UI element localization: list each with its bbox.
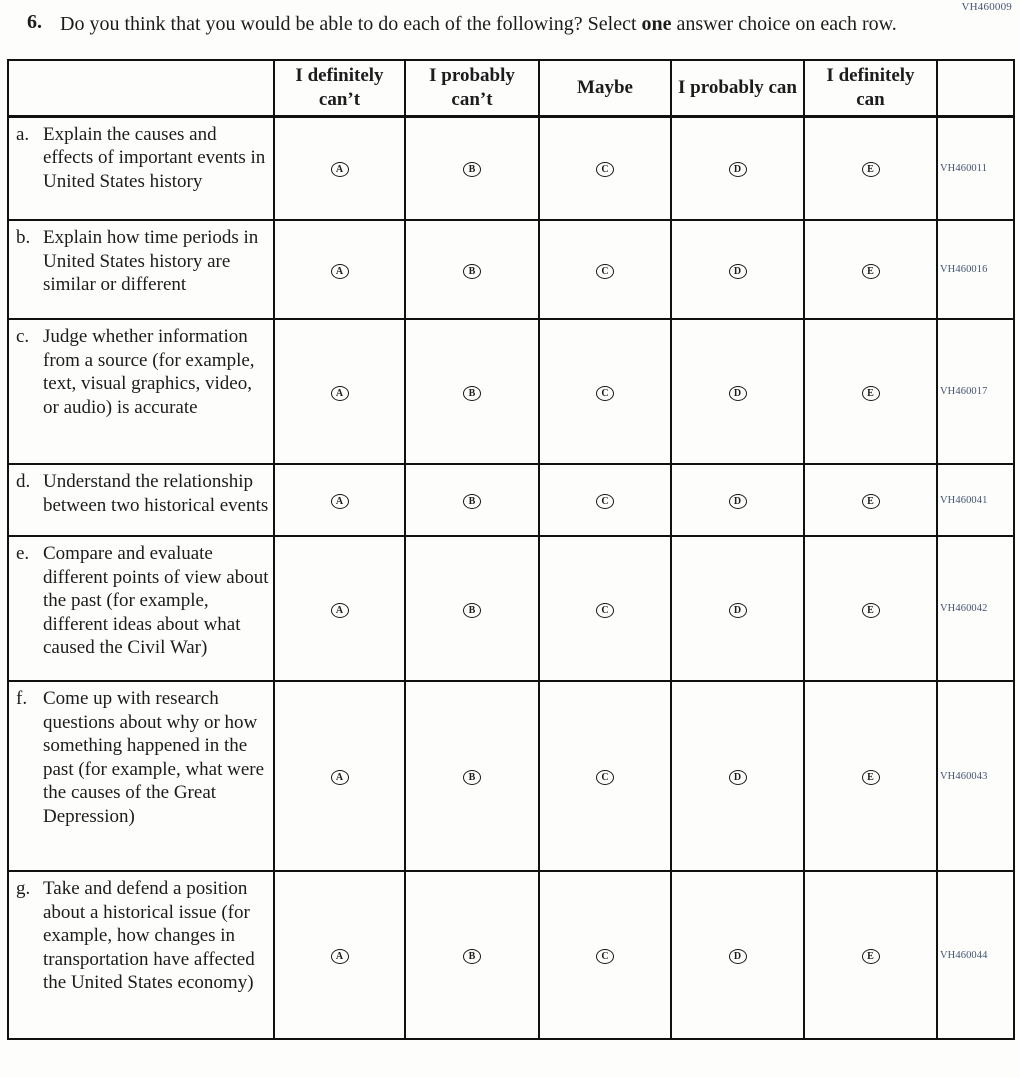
answer-bubble-d[interactable]: D	[729, 770, 747, 785]
option-cell-e	[804, 116, 937, 220]
option-cell-a	[274, 319, 405, 464]
answer-bubble-c[interactable]: C	[596, 494, 614, 509]
row-text: Explain the causes and effects of important events in United States history	[43, 123, 266, 192]
option-cell-c	[539, 116, 671, 220]
option-cell-d	[671, 116, 804, 220]
option-cell-b	[405, 116, 539, 220]
item-code: VH460011	[937, 116, 1014, 220]
row-letter: a.	[16, 123, 30, 145]
question-text-before: Do you think that you would be able to do each of the following? Select	[60, 13, 642, 35]
answer-bubble-b[interactable]: B	[463, 603, 481, 618]
option-cell-a	[274, 116, 405, 220]
answer-bubble-a[interactable]: A	[331, 386, 349, 401]
answer-bubble-a[interactable]: A	[331, 494, 349, 509]
option-cell-a	[274, 536, 405, 681]
row-label-cell	[8, 536, 274, 681]
option-cell-b	[405, 464, 539, 536]
column-header-definitely-cant: I definitely can’t	[274, 60, 405, 116]
answer-bubble-b[interactable]: B	[463, 386, 481, 401]
option-cell-a	[274, 464, 405, 536]
answer-bubble-e[interactable]: E	[862, 494, 880, 509]
answer-bubble-d[interactable]: D	[729, 264, 747, 279]
row-letter: g.	[16, 878, 31, 899]
row-letter: e.	[16, 543, 30, 564]
option-cell-e	[804, 464, 937, 536]
row-text: Understand the relationship between two historical events	[43, 471, 269, 516]
option-cell-d	[671, 220, 804, 319]
row-text: Compare and evaluate different points of view about the past (for example, different ideas about what caused the Civil War)	[43, 543, 269, 658]
answer-bubble-c[interactable]: C	[596, 264, 614, 279]
option-cell-e	[804, 319, 937, 464]
answer-bubble-b[interactable]: B	[463, 770, 481, 785]
row-label-cell	[8, 319, 274, 464]
row-label-cell	[8, 220, 274, 319]
accession-code-top: VH460009	[961, 1, 1012, 13]
answer-bubble-d[interactable]: D	[729, 603, 747, 618]
option-cell-c	[539, 536, 671, 681]
row-text: Take and defend a position about a historical issue (for example, how changes in transportation have affected the United States economy)	[43, 878, 255, 993]
answer-bubble-a[interactable]: A	[331, 770, 349, 785]
answer-bubble-b[interactable]: B	[463, 162, 481, 177]
option-cell-b	[405, 536, 539, 681]
option-cell-c	[539, 220, 671, 319]
option-cell-c	[539, 681, 671, 871]
column-header-probably-can: I probably can	[671, 60, 804, 116]
table-row	[8, 464, 1014, 536]
answer-bubble-a[interactable]: A	[331, 264, 349, 279]
table-row	[8, 536, 1014, 681]
column-header-maybe: Maybe	[539, 60, 671, 116]
option-cell-e	[804, 220, 937, 319]
option-cell-c	[539, 871, 671, 1039]
table-row	[8, 319, 1014, 464]
option-cell-b	[405, 220, 539, 319]
table-row	[8, 871, 1014, 1039]
row-label-cell	[8, 464, 274, 536]
question-number: 6.	[27, 11, 42, 33]
answer-bubble-d[interactable]: D	[729, 162, 747, 177]
row-text: Judge whether information from a source (for example, text, visual graphics, video, or audio) is accurate	[43, 326, 255, 418]
answer-bubble-e[interactable]: E	[862, 949, 880, 964]
row-label-cell	[8, 116, 274, 220]
item-code: VH460042	[937, 536, 1014, 681]
table-row	[8, 681, 1014, 871]
answer-bubble-b[interactable]: B	[463, 494, 481, 509]
answer-bubble-e[interactable]: E	[862, 386, 880, 401]
option-cell-e	[804, 871, 937, 1039]
answer-bubble-a[interactable]: A	[331, 162, 349, 177]
option-cell-e	[804, 536, 937, 681]
item-code: VH460016	[937, 220, 1014, 319]
option-cell-e	[804, 681, 937, 871]
answer-bubble-a[interactable]: A	[331, 603, 349, 618]
option-cell-b	[405, 319, 539, 464]
item-code: VH460041	[937, 464, 1014, 536]
row-letter: d.	[16, 471, 31, 492]
answer-bubble-d[interactable]: D	[729, 386, 747, 401]
option-cell-c	[539, 319, 671, 464]
answer-bubble-e[interactable]: E	[862, 264, 880, 279]
option-cell-a	[274, 220, 405, 319]
table-row	[8, 116, 1014, 220]
answer-bubble-b[interactable]: B	[463, 264, 481, 279]
option-cell-d	[671, 536, 804, 681]
answer-bubble-d[interactable]: D	[729, 494, 747, 509]
question-text	[60, 11, 898, 38]
header-code-cell	[937, 60, 1014, 116]
item-code: VH460044	[937, 871, 1014, 1039]
option-cell-c	[539, 464, 671, 536]
column-header-definitely-can: I definitely can	[804, 60, 937, 116]
column-header-probably-cant: I probably can’t	[405, 60, 539, 116]
row-text: Come up with research questions about why or how something happened in the past (for example, what were the causes of the Great Depression)	[43, 688, 265, 827]
question-block	[0, 0, 1020, 38]
option-cell-b	[405, 871, 539, 1039]
response-grid	[7, 59, 1015, 1040]
row-letter: b.	[16, 227, 31, 248]
question-bold-word: one	[641, 13, 672, 35]
option-cell-b	[405, 681, 539, 871]
row-label-cell	[8, 681, 274, 871]
answer-bubble-d[interactable]: D	[729, 949, 747, 964]
table-row	[8, 220, 1014, 319]
question-text-after: answer choice on each row.	[671, 13, 897, 35]
answer-bubble-c[interactable]: C	[596, 162, 614, 177]
answer-bubble-c[interactable]: C	[596, 603, 614, 618]
row-text: Explain how time periods in United States history are similar or different	[43, 227, 259, 295]
option-cell-d	[671, 319, 804, 464]
row-letter: c.	[16, 326, 30, 347]
row-letter: f.	[16, 688, 28, 709]
item-code: VH460043	[937, 681, 1014, 871]
answer-bubble-c[interactable]: C	[596, 770, 614, 785]
row-label-cell	[8, 871, 274, 1039]
option-cell-d	[671, 871, 804, 1039]
option-cell-a	[274, 871, 405, 1039]
option-cell-a	[274, 681, 405, 871]
header-blank-cell	[8, 60, 274, 116]
answer-bubble-e[interactable]: E	[862, 770, 880, 785]
answer-bubble-a[interactable]: A	[331, 949, 349, 964]
answer-bubble-e[interactable]: E	[862, 603, 880, 618]
answer-bubble-c[interactable]: C	[596, 386, 614, 401]
answer-bubble-e[interactable]: E	[862, 162, 880, 177]
option-cell-d	[671, 464, 804, 536]
answer-bubble-c[interactable]: C	[596, 949, 614, 964]
answer-bubble-b[interactable]: B	[463, 949, 481, 964]
option-cell-d	[671, 681, 804, 871]
item-code: VH460017	[937, 319, 1014, 464]
header-row	[8, 60, 1014, 116]
